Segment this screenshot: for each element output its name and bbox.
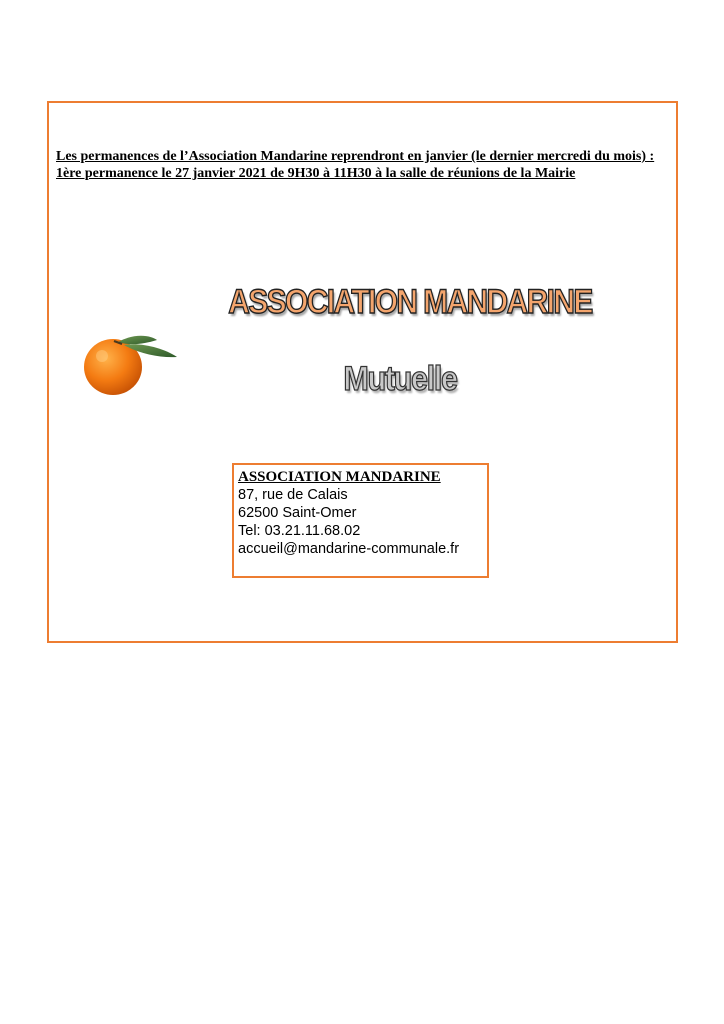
contact-city: 62500 Saint-Omer [238,505,357,521]
contact-street: 87, rue de Calais [238,487,348,503]
contact-email[interactable]: accueil@mandarine-communale.fr [238,541,460,557]
contact-block [238,468,459,558]
logo-title: ASSOCIATION MANDARINE [228,283,592,321]
notice-line-2: 1ère permanence le 27 janvier 2021 de 9H30 à 11H30 à la salle de réunions de la Mairie [56,166,576,181]
logo-subtitle: Mutuelle [343,360,457,398]
notice-line-1: Les permanences de l’Association Mandarine reprendront en janvier (le dernier mercredi du mois) : [56,149,655,164]
contact-phone: Tel: 03.21.11.68.02 [238,523,361,539]
leaf-1 [118,336,157,344]
fruit-highlight [96,350,108,362]
contact-org: ASSOCIATION MANDARINE [238,469,441,485]
mandarine-icon [78,330,182,396]
notice-text [56,148,668,182]
